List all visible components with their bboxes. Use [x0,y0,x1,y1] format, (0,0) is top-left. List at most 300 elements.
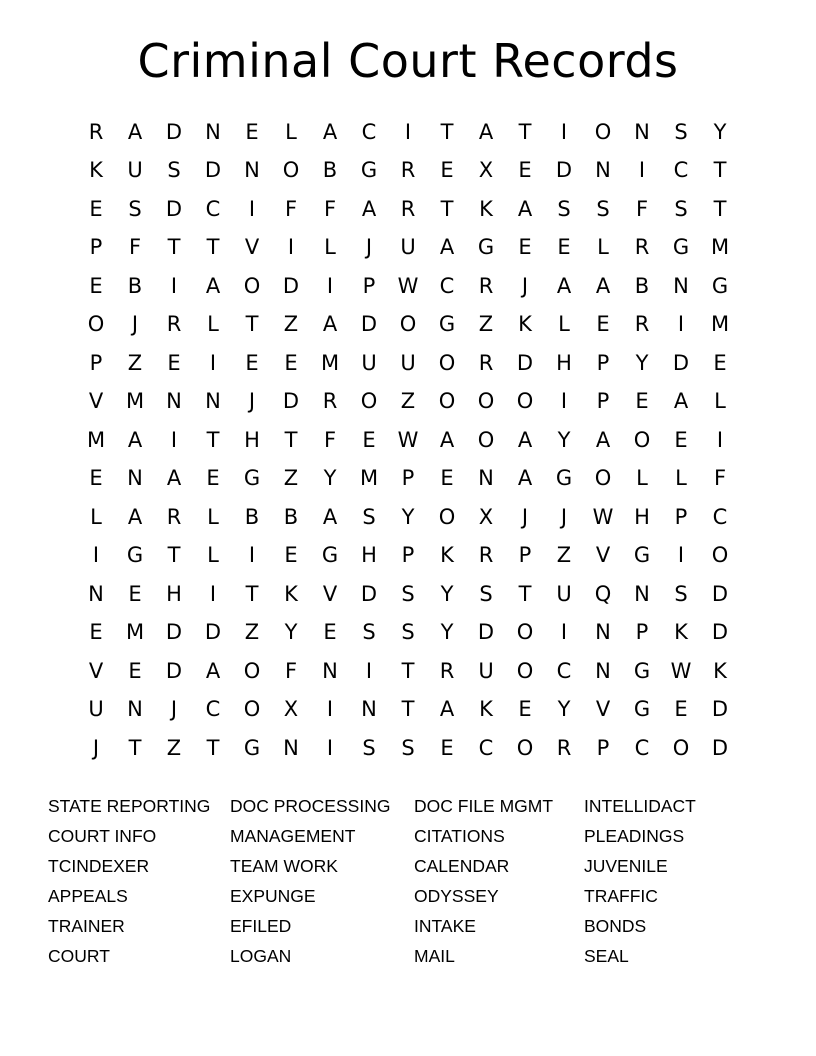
grid-cell[interactable]: F [284,658,298,683]
grid-cell[interactable]: Z [283,466,299,491]
grid-cell[interactable]: P [635,620,649,645]
grid-cell[interactable]: X [478,504,494,529]
grid-cell[interactable]: F [635,196,649,221]
grid-cell[interactable]: J [248,389,256,414]
grid-cell[interactable]: Y [713,119,727,144]
grid-cell[interactable]: J [521,504,529,529]
grid-cell[interactable]: P [401,543,415,568]
grid-cell[interactable]: K [518,312,532,337]
grid-cell[interactable]: T [713,158,727,183]
grid-cell[interactable]: A [517,427,533,452]
word-list-item[interactable]: PLEADINGS [584,826,685,847]
word-list-item[interactable]: COURT INFO [48,826,157,847]
grid-cell[interactable]: Z [127,350,143,375]
grid-cell[interactable]: T [206,235,220,260]
grid-cell[interactable]: O [477,427,495,452]
grid-cell[interactable]: A [439,697,455,722]
grid-cell[interactable]: A [127,427,143,452]
grid-cell[interactable]: D [282,389,300,414]
grid-cell[interactable]: D [711,581,729,606]
grid-cell[interactable]: P [518,543,532,568]
grid-cell[interactable]: D [204,620,222,645]
word-list-item[interactable]: STATE REPORTING [48,796,211,817]
grid-cell[interactable]: N [166,389,182,414]
grid-cell[interactable]: G [633,543,651,568]
grid-cell[interactable]: E [89,620,103,645]
grid-cell[interactable]: D [360,312,378,337]
word-list-item[interactable]: COURT [48,946,110,967]
grid-cell[interactable]: R [634,235,650,260]
grid-cell[interactable]: V [244,235,260,260]
grid-cell[interactable]: U [556,581,572,606]
grid-cell[interactable]: D [516,350,534,375]
grid-cell[interactable]: S [401,735,415,760]
grid-cell[interactable]: N [244,158,260,183]
grid-cell[interactable]: D [282,273,300,298]
grid-cell[interactable]: W [670,658,692,683]
grid-cell[interactable]: L [714,389,726,414]
grid-cell[interactable]: P [596,389,610,414]
grid-cell[interactable]: A [205,658,221,683]
grid-cell[interactable]: R [478,350,494,375]
grid-cell[interactable]: G [633,697,651,722]
grid-cell[interactable]: I [638,158,646,183]
grid-cell[interactable]: T [440,119,454,144]
grid-cell[interactable]: R [166,312,182,337]
grid-cell[interactable]: E [440,735,454,760]
grid-cell[interactable]: O [477,389,495,414]
grid-cell[interactable]: Z [244,620,260,645]
grid-cell[interactable]: Z [166,735,182,760]
grid-cell[interactable]: U [400,235,416,260]
word-list-item[interactable]: BONDS [584,916,647,937]
grid-cell[interactable]: A [556,273,572,298]
grid-cell[interactable]: H [634,504,650,529]
grid-cell[interactable]: T [206,735,220,760]
grid-cell[interactable]: P [401,466,415,491]
grid-cell[interactable]: I [326,273,334,298]
grid-cell[interactable]: P [89,350,103,375]
grid-cell[interactable]: A [478,119,494,144]
grid-cell[interactable]: N [283,735,299,760]
grid-cell[interactable]: T [401,697,415,722]
grid-cell[interactable]: W [397,427,419,452]
grid-cell[interactable]: C [556,658,572,683]
grid-cell[interactable]: N [478,466,494,491]
grid-cell[interactable]: D [555,158,573,183]
grid-cell[interactable]: Z [283,312,299,337]
grid-cell[interactable]: C [634,735,650,760]
grid-cell[interactable]: E [362,427,376,452]
grid-cell[interactable]: L [207,312,219,337]
grid-cell[interactable]: I [677,312,685,337]
grid-cell[interactable]: I [560,119,568,144]
grid-cell[interactable]: D [165,196,183,221]
word-list-item[interactable]: TRAINER [48,916,125,937]
grid-cell[interactable]: G [633,658,651,683]
grid-cell[interactable]: O [282,158,300,183]
grid-cell[interactable]: T [401,658,415,683]
grid-cell[interactable]: D [360,581,378,606]
grid-cell[interactable]: I [365,658,373,683]
grid-cell[interactable]: R [400,196,416,221]
grid-cell[interactable]: Z [556,543,572,568]
grid-cell[interactable]: E [245,350,259,375]
grid-cell[interactable]: P [674,504,688,529]
grid-cell[interactable]: P [89,235,103,260]
grid-cell[interactable]: O [633,427,651,452]
grid-cell[interactable]: I [677,543,685,568]
grid-cell[interactable]: F [323,427,337,452]
grid-cell[interactable]: C [205,196,221,221]
grid-cell[interactable]: S [557,196,571,221]
grid-cell[interactable]: K [284,581,298,606]
grid-cell[interactable]: Y [440,581,454,606]
grid-cell[interactable]: E [284,543,298,568]
grid-cell[interactable]: V [322,581,338,606]
grid-cell[interactable]: U [478,658,494,683]
grid-cell[interactable]: I [716,427,724,452]
grid-cell[interactable]: E [323,620,337,645]
grid-cell[interactable]: N [88,581,104,606]
word-list-item[interactable]: APPEALS [48,886,128,907]
grid-cell[interactable]: O [87,312,105,337]
grid-cell[interactable]: I [248,196,256,221]
grid-cell[interactable]: S [362,735,376,760]
grid-cell[interactable]: H [166,581,182,606]
grid-cell[interactable]: D [204,158,222,183]
grid-cell[interactable]: K [479,196,493,221]
grid-cell[interactable]: V [88,389,104,414]
grid-cell[interactable]: G [321,543,339,568]
word-list-item[interactable]: MAIL [414,946,455,967]
word-list-item[interactable]: DOC FILE MGMT [414,796,554,817]
grid-cell[interactable]: Y [557,427,571,452]
grid-cell[interactable]: E [518,235,532,260]
grid-cell[interactable]: I [209,581,217,606]
grid-cell[interactable]: L [285,119,297,144]
grid-cell[interactable]: H [244,427,260,452]
grid-cell[interactable]: A [595,273,611,298]
grid-cell[interactable]: I [209,350,217,375]
grid-cell[interactable]: O [516,658,534,683]
grid-cell[interactable]: D [711,697,729,722]
grid-cell[interactable]: X [478,158,494,183]
grid-cell[interactable]: A [322,312,338,337]
grid-cell[interactable]: T [284,427,298,452]
grid-cell[interactable]: Y [323,466,337,491]
grid-cell[interactable]: D [711,620,729,645]
grid-cell[interactable]: H [361,543,377,568]
grid-cell[interactable]: N [205,389,221,414]
grid-cell[interactable]: D [165,620,183,645]
grid-cell[interactable]: I [170,427,178,452]
grid-cell[interactable]: S [479,581,493,606]
grid-cell[interactable]: J [560,504,568,529]
grid-cell[interactable]: P [596,735,610,760]
grid-cell[interactable]: M [125,620,145,645]
grid-cell[interactable]: Y [401,504,415,529]
grid-cell[interactable]: S [362,620,376,645]
grid-cell[interactable]: N [127,697,143,722]
grid-cell[interactable]: Z [478,312,494,337]
grid-cell[interactable]: M [125,389,145,414]
word-list-item[interactable]: SEAL [584,946,629,967]
grid-cell[interactable]: I [404,119,412,144]
grid-cell[interactable]: A [517,466,533,491]
grid-cell[interactable]: G [672,235,690,260]
grid-cell[interactable]: S [401,581,415,606]
grid-cell[interactable]: C [439,273,455,298]
grid-cell[interactable]: O [594,466,612,491]
grid-cell[interactable]: I [248,543,256,568]
grid-cell[interactable]: Y [284,620,298,645]
grid-cell[interactable]: J [131,312,139,337]
grid-cell[interactable]: E [128,658,142,683]
grid-cell[interactable]: D [477,620,495,645]
grid-cell[interactable]: A [127,504,143,529]
grid-cell[interactable]: E [518,158,532,183]
grid-cell[interactable]: T [440,196,454,221]
grid-cell[interactable]: E [167,350,181,375]
grid-cell[interactable]: O [243,273,261,298]
word-list-item[interactable]: ODYSSEY [414,886,499,907]
grid-cell[interactable]: E [128,581,142,606]
grid-cell[interactable]: N [595,620,611,645]
word-list-item[interactable]: INTELLIDACT [584,796,696,817]
grid-cell[interactable]: G [711,273,729,298]
grid-cell[interactable]: D [165,658,183,683]
grid-cell[interactable]: V [595,697,611,722]
grid-cell[interactable]: R [556,735,572,760]
grid-cell[interactable]: U [127,158,143,183]
grid-cell[interactable]: E [674,697,688,722]
grid-cell[interactable]: K [674,620,688,645]
grid-cell[interactable]: M [320,350,340,375]
grid-cell[interactable]: K [479,697,493,722]
grid-cell[interactable]: E [284,350,298,375]
word-list-item[interactable]: MANAGEMENT [230,826,356,847]
grid-cell[interactable]: M [86,427,106,452]
grid-cell[interactable]: S [362,504,376,529]
grid-cell[interactable]: U [361,350,377,375]
grid-cell[interactable]: S [674,196,688,221]
grid-cell[interactable]: A [673,389,689,414]
grid-cell[interactable]: A [439,427,455,452]
grid-cell[interactable]: B [283,504,299,529]
grid-cell[interactable]: R [400,158,416,183]
grid-cell[interactable]: N [595,158,611,183]
grid-cell[interactable]: E [89,466,103,491]
word-list-item[interactable]: CALENDAR [414,856,510,877]
grid-cell[interactable]: W [397,273,419,298]
grid-cell[interactable]: I [170,273,178,298]
grid-cell[interactable]: N [361,697,377,722]
grid-cell[interactable]: J [170,697,178,722]
grid-cell[interactable]: S [167,158,181,183]
grid-cell[interactable]: I [287,235,295,260]
grid-cell[interactable]: S [674,119,688,144]
grid-cell[interactable]: U [400,350,416,375]
grid-cell[interactable]: Q [594,581,612,606]
word-list-item[interactable]: CITATIONS [414,826,505,847]
word-list-item[interactable]: DOC PROCESSING [230,796,391,817]
grid-cell[interactable]: C [361,119,377,144]
grid-cell[interactable]: Y [635,350,649,375]
grid-cell[interactable]: M [710,235,730,260]
grid-cell[interactable]: K [440,543,454,568]
grid-cell[interactable]: A [205,273,221,298]
grid-cell[interactable]: L [597,235,609,260]
grid-cell[interactable]: S [674,581,688,606]
grid-cell[interactable]: H [556,350,572,375]
grid-cell[interactable]: M [710,312,730,337]
grid-cell[interactable]: N [322,658,338,683]
grid-cell[interactable]: A [166,466,182,491]
word-list-item[interactable]: INTAKE [414,916,476,937]
grid-cell[interactable]: A [361,196,377,221]
grid-cell[interactable]: E [89,273,103,298]
grid-cell[interactable]: D [165,119,183,144]
grid-cell[interactable]: N [205,119,221,144]
grid-cell[interactable]: G [126,543,144,568]
grid-cell[interactable]: R [634,312,650,337]
grid-cell[interactable]: A [127,119,143,144]
grid-cell[interactable]: R [88,119,104,144]
grid-cell[interactable]: E [245,119,259,144]
grid-cell[interactable]: P [362,273,376,298]
grid-cell[interactable]: E [518,697,532,722]
grid-cell[interactable]: R [439,658,455,683]
grid-cell[interactable]: N [634,581,650,606]
grid-cell[interactable]: A [439,235,455,260]
grid-cell[interactable]: U [88,697,104,722]
grid-cell[interactable]: A [322,504,338,529]
grid-cell[interactable]: R [478,543,494,568]
grid-cell[interactable]: T [245,312,259,337]
grid-cell[interactable]: L [207,543,219,568]
grid-cell[interactable]: T [245,581,259,606]
word-list-item[interactable]: TEAM WORK [230,856,338,877]
grid-cell[interactable]: L [207,504,219,529]
grid-cell[interactable]: T [206,427,220,452]
grid-cell[interactable]: K [713,658,727,683]
grid-cell[interactable]: T [518,581,532,606]
grid-cell[interactable]: E [713,350,727,375]
grid-cell[interactable]: T [518,119,532,144]
grid-cell[interactable]: N [634,119,650,144]
grid-cell[interactable]: B [322,158,338,183]
grid-cell[interactable]: T [167,235,181,260]
grid-cell[interactable]: Z [400,389,416,414]
grid-cell[interactable]: I [92,543,100,568]
grid-cell[interactable]: F [128,235,142,260]
grid-cell[interactable]: O [594,119,612,144]
grid-cell[interactable]: O [516,735,534,760]
grid-cell[interactable]: J [365,235,373,260]
grid-cell[interactable]: I [560,620,568,645]
word-list-item[interactable]: EFILED [230,916,292,937]
grid-cell[interactable]: G [438,312,456,337]
grid-cell[interactable]: T [713,196,727,221]
grid-cell[interactable]: O [438,504,456,529]
grid-cell[interactable]: J [521,273,529,298]
grid-cell[interactable]: R [322,389,338,414]
grid-cell[interactable]: B [634,273,650,298]
grid-cell[interactable]: K [89,158,103,183]
word-list-item[interactable]: TCINDEXER [48,856,150,877]
grid-cell[interactable]: O [438,350,456,375]
grid-cell[interactable]: F [284,196,298,221]
grid-cell[interactable]: J [92,735,100,760]
grid-cell[interactable]: P [596,350,610,375]
word-list-item[interactable]: EXPUNGE [230,886,316,907]
grid-cell[interactable]: C [478,735,494,760]
grid-cell[interactable]: G [477,235,495,260]
grid-cell[interactable]: O [438,389,456,414]
grid-cell[interactable]: W [592,504,614,529]
grid-cell[interactable]: L [675,466,687,491]
grid-cell[interactable]: L [90,504,102,529]
grid-cell[interactable]: T [128,735,142,760]
grid-cell[interactable]: L [558,312,570,337]
grid-cell[interactable]: E [440,158,454,183]
grid-cell[interactable]: I [560,389,568,414]
grid-cell[interactable]: S [401,620,415,645]
grid-cell[interactable]: E [89,196,103,221]
grid-cell[interactable]: A [595,427,611,452]
grid-cell[interactable]: N [673,273,689,298]
grid-cell[interactable]: R [166,504,182,529]
grid-cell[interactable]: G [243,735,261,760]
grid-cell[interactable]: D [672,350,690,375]
grid-cell[interactable]: A [517,196,533,221]
grid-cell[interactable]: T [167,543,181,568]
grid-cell[interactable]: Y [440,620,454,645]
grid-cell[interactable]: O [516,620,534,645]
grid-cell[interactable]: X [283,697,299,722]
grid-cell[interactable]: O [672,735,690,760]
grid-cell[interactable]: O [711,543,729,568]
grid-cell[interactable]: S [596,196,610,221]
grid-cell[interactable]: G [555,466,573,491]
grid-cell[interactable]: N [595,658,611,683]
grid-cell[interactable]: N [127,466,143,491]
grid-cell[interactable]: S [128,196,142,221]
grid-cell[interactable]: G [360,158,378,183]
grid-cell[interactable]: F [713,466,727,491]
grid-cell[interactable]: C [205,697,221,722]
grid-cell[interactable]: V [595,543,611,568]
word-list-item[interactable]: LOGAN [230,946,292,967]
grid-cell[interactable]: F [323,196,337,221]
grid-cell[interactable]: C [673,158,689,183]
grid-cell[interactable]: O [243,697,261,722]
grid-cell[interactable]: O [399,312,417,337]
grid-cell[interactable]: I [326,735,334,760]
grid-cell[interactable]: O [516,389,534,414]
grid-cell[interactable]: Y [557,697,571,722]
grid-cell[interactable]: C [712,504,728,529]
grid-cell[interactable]: V [88,658,104,683]
grid-cell[interactable]: E [440,466,454,491]
grid-cell[interactable]: L [324,235,336,260]
grid-cell[interactable]: L [636,466,648,491]
grid-cell[interactable]: B [127,273,143,298]
grid-cell[interactable]: B [244,504,260,529]
grid-cell[interactable]: O [243,658,261,683]
grid-cell[interactable]: M [359,466,379,491]
